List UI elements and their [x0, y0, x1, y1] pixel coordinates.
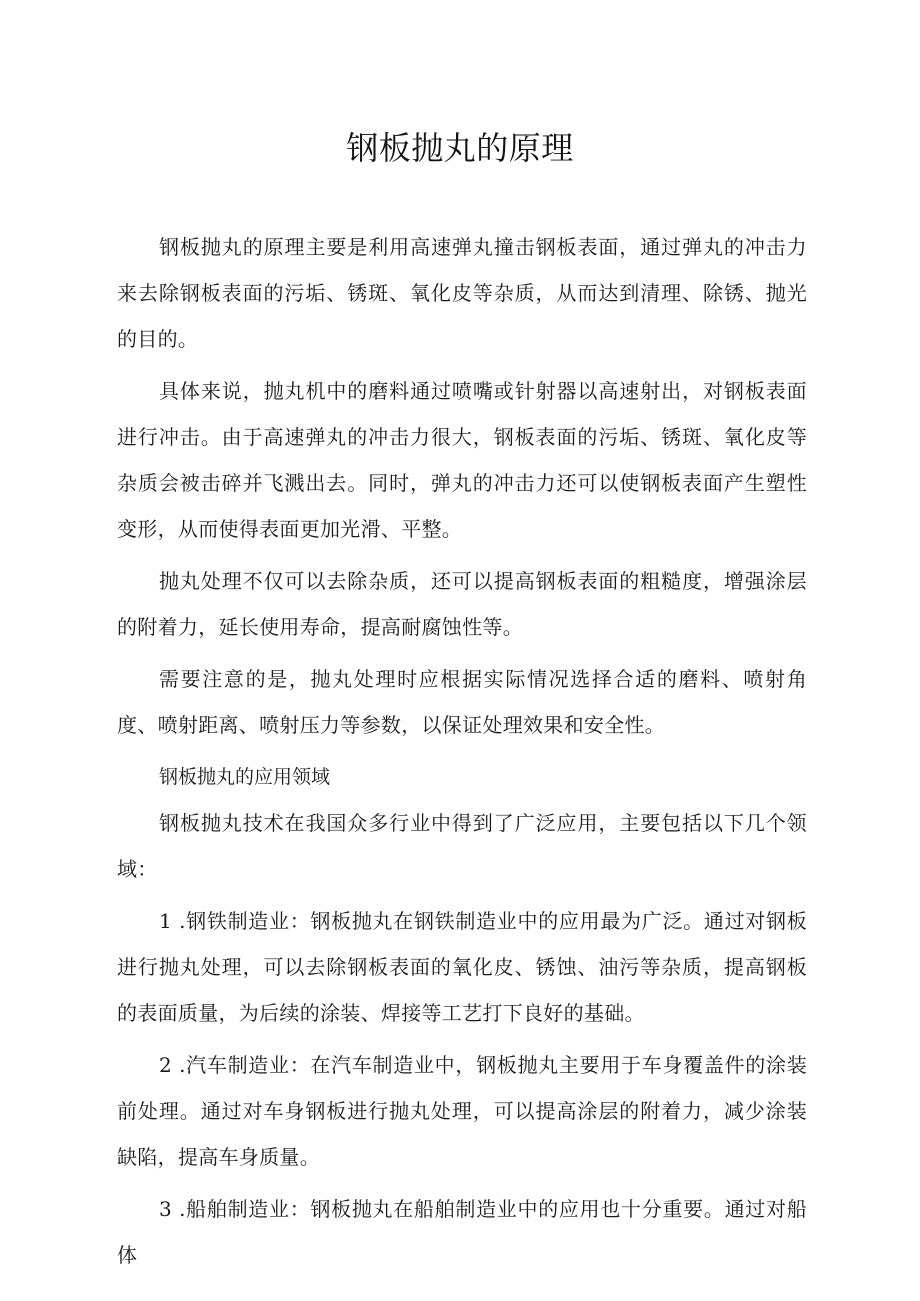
document-title: 钢板抛丸的原理 [346, 129, 574, 167]
document-body [117, 224, 807, 1278]
paragraph-principle: 钢板抛丸的原理主要是利用高速弹丸撞击钢板表面，通过弹丸的冲击力来去除钢板表面的污垢、锈斑、氧化皮等杂质，从而达到清理、除锈、抛光的目的。 [117, 235, 807, 351]
list-item-steel: 1 .钢铁制造业：钢板抛丸在钢铁制造业中的应用最为广泛。通过对钢板进行抛丸处理，可以去除钢板表面的氧化皮、锈蚀、油污等杂质，提高钢板的表面质量，为后续的涂装、焊接等工艺打下良好的基础。 [117, 909, 807, 1025]
paragraph-benefits: 抛丸处理不仅可以去除杂质，还可以提高钢板表面的粗糙度，增强涂层的附着力，延长使用寿命，提高耐腐蚀性等。 [117, 569, 807, 639]
list-item-automotive: 2 .汽车制造业：在汽车制造业中，钢板抛丸主要用于车身覆盖件的涂装前处理。通过对车身钢板进行抛丸处理，可以提高涂层的附着力，减少涂装缺陷，提高车身质量。 [117, 1053, 807, 1169]
paragraph-notes: 需要注意的是，抛丸处理时应根据实际情况选择合适的磨料、喷射角度、喷射距离、喷射压力等参数，以保证处理效果和安全性。 [117, 667, 807, 737]
paragraph-details: 具体来说，抛丸机中的磨料通过喷嘴或针射器以高速射出，对钢板表面进行冲击。由于高速弹丸的冲击力很大，钢板表面的污垢、锈斑、氧化皮等杂质会被击碎并飞溅出去。同时，弹丸的冲击力还可以使钢板表面产生塑性变形，从而使得表面更加光滑、平整。 [117, 379, 807, 541]
section-heading-applications: 钢板抛丸的应用领域 [159, 766, 331, 788]
paragraph-applications-intro: 钢板抛丸技术在我国众多行业中得到了广泛应用，主要包括以下几个领域： [117, 811, 807, 881]
list-item-shipbuilding: 3 .船舶制造业：钢板抛丸在船舶制造业中的应用也十分重要。通过对船体 [117, 1197, 807, 1267]
